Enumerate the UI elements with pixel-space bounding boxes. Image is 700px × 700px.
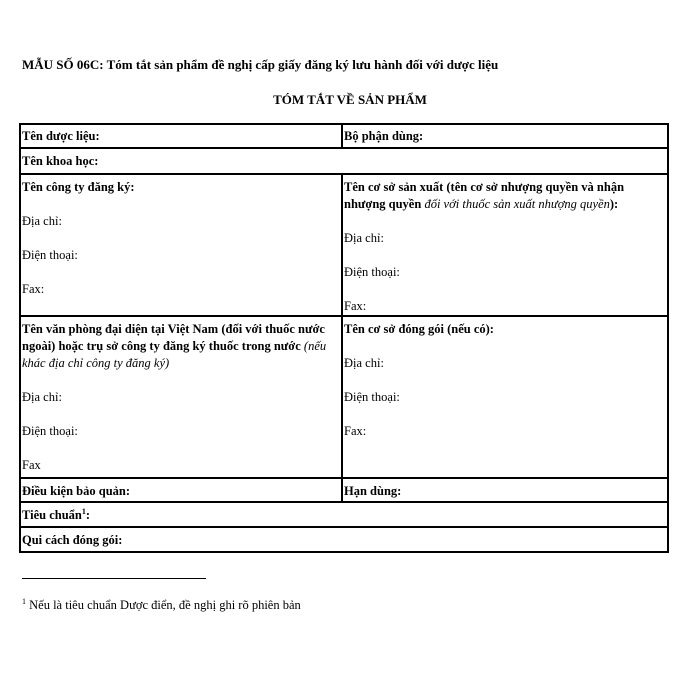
co-so-san-xuat-label-end: ): <box>609 197 619 211</box>
van-phong-dien-thoai-label: Điện thoại: <box>22 424 78 438</box>
dong-goi-fax-label: Fax: <box>344 424 367 438</box>
cell-qui-cach-dong-goi[interactable] <box>20 527 668 552</box>
cell-co-so-dong-goi[interactable] <box>342 316 668 478</box>
san-xuat-fax-label: Fax: <box>344 299 367 313</box>
van-phong-dia-chi-label: Địa chỉ: <box>22 390 62 404</box>
san-xuat-dien-thoai-label: Điện thoại: <box>344 265 400 279</box>
cong-ty-fax-label: Fax: <box>22 282 45 296</box>
cong-ty-dien-thoai-label: Điện thoại: <box>22 248 78 262</box>
cell-bo-phan-dung[interactable] <box>342 124 668 148</box>
footnote-ref-1: 1 <box>81 506 86 516</box>
footnote-separator <box>22 578 206 579</box>
cell-van-phong-dai-dien[interactable] <box>20 316 342 478</box>
cell-dieu-kien-bao-quan[interactable] <box>20 478 342 502</box>
dieu-kien-bao-quan-label: Điều kiện bảo quản: <box>22 484 131 498</box>
cell-ten-khoa-hoc[interactable] <box>20 148 668 174</box>
form-heading: MẪU SỐ 06C: Tóm tắt sản phẩm đề nghị cấp giấy đăng ký lưu hành đối với dược liệu <box>22 57 499 72</box>
co-so-dong-goi-label: Tên cơ sở đóng gói (nếu có): <box>344 322 494 336</box>
van-phong-label <box>22 321 340 372</box>
co-so-san-xuat-label-italic: đối với thuốc sản xuất nhượng quyền <box>421 197 610 211</box>
cell-co-so-san-xuat[interactable] <box>342 174 668 316</box>
ten-duoc-lieu-label: Tên dược liệu: <box>22 129 100 143</box>
ten-khoa-hoc-label: Tên khoa học: <box>22 154 99 168</box>
co-so-san-xuat-label <box>344 179 666 213</box>
row-scientific-name <box>20 148 668 174</box>
cong-ty-dia-chi-label: Địa chỉ: <box>22 214 62 228</box>
row-offices <box>20 316 668 478</box>
cong-ty-dang-ky-label: Tên công ty đăng ký: <box>22 180 135 194</box>
bo-phan-dung-label: Bộ phận dùng: <box>344 129 424 143</box>
tieu-chuan-label <box>22 507 666 524</box>
tieu-chuan-text: Tiêu chuẩn <box>22 508 82 522</box>
footnote-marker: 1 <box>22 596 26 606</box>
qui-cach-dong-goi-label: Qui cách đóng gói: <box>22 533 123 547</box>
form-title: TÓM TẮT VỀ SẢN PHẨM <box>273 92 427 107</box>
row-packaging <box>20 527 668 552</box>
van-phong-label-bold: Tên văn phòng đại diện tại Việt Nam (đối với thuốc nước ngoài) hoặc trụ sở công ty đăng ký thuốc trong nước <box>22 322 325 353</box>
row-name-part <box>20 124 668 148</box>
cell-ten-duoc-lieu[interactable] <box>20 124 342 148</box>
row-storage-expiry <box>20 478 668 502</box>
han-dung-label: Hạn dùng: <box>344 484 402 498</box>
cell-tieu-chuan[interactable] <box>20 502 668 527</box>
san-xuat-dia-chi-label: Địa chỉ: <box>344 231 384 245</box>
co-so-san-xuat-label-bold: Tên cơ sở sản xuất (tên cơ sở nhượng quyền và nhận nhượng quyền <box>344 180 625 211</box>
van-phong-fax-label: Fax <box>22 458 41 472</box>
tieu-chuan-colon: : <box>85 508 91 522</box>
row-standard <box>20 502 668 527</box>
cell-cong-ty-dang-ky[interactable] <box>20 174 342 316</box>
product-summary-table <box>19 123 669 553</box>
footnote <box>22 598 301 613</box>
cell-han-dung[interactable] <box>342 478 668 502</box>
footnote-text: Nếu là tiêu chuẩn Dược điển, đề nghị ghi rõ phiên bản <box>26 598 301 612</box>
van-phong-label-italic: (nếu khác địa chỉ công ty đăng ký) <box>22 339 327 370</box>
dong-goi-dia-chi-label: Địa chỉ: <box>344 356 384 370</box>
row-companies <box>20 174 668 316</box>
dong-goi-dien-thoai-label: Điện thoại: <box>344 390 400 404</box>
